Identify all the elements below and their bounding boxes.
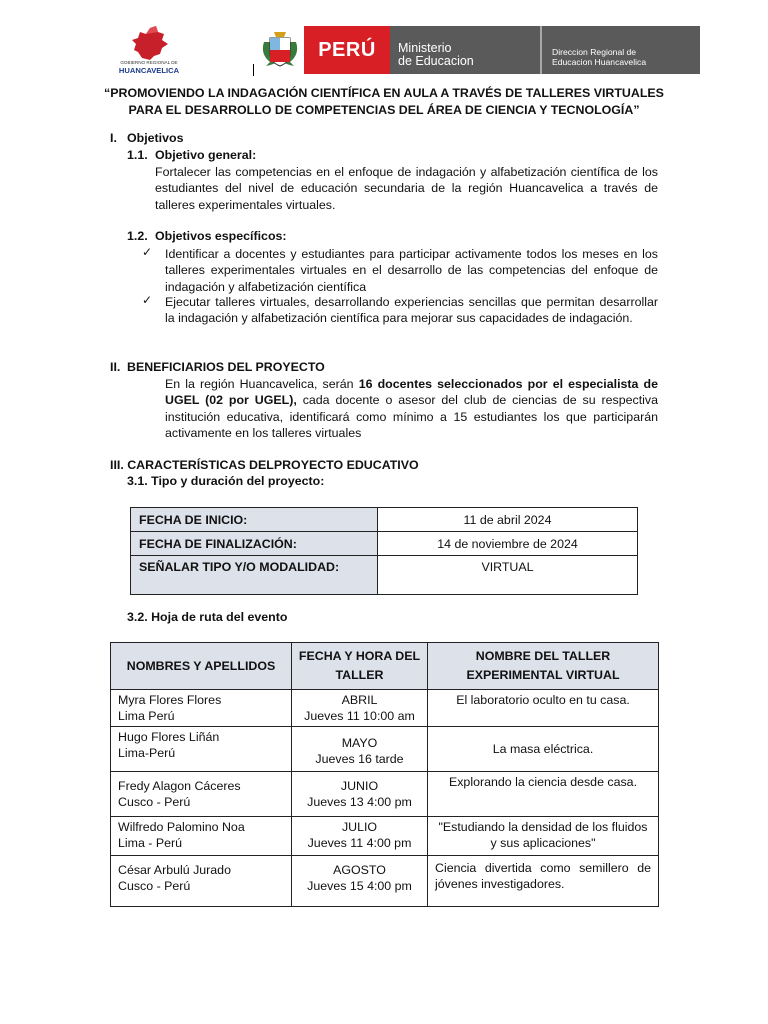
section1-sub1-heading: Objetivo general: bbox=[155, 148, 257, 162]
dre-line2: Educacion Huancavelica bbox=[552, 57, 647, 67]
workshop-cell: Ciencia divertida como semillero de jóvenes investigadores. bbox=[428, 856, 659, 907]
section3-sub2-heading: 3.2. Hoja de ruta del evento bbox=[127, 610, 288, 624]
presenter-name: Fredy Alagon Cáceres bbox=[118, 779, 241, 793]
beneficiarios-text-bold: 16 docentes seleccionados por el especialista de UGEL (02 por UGEL), bbox=[165, 377, 659, 408]
presenter-name: César Arbulú Jurado bbox=[118, 863, 231, 877]
dre-label bbox=[552, 47, 646, 67]
table-row bbox=[111, 690, 659, 727]
workshop-month: JUNIO bbox=[340, 779, 379, 793]
workshop-time: Jueves 11 10:00 am bbox=[304, 709, 415, 723]
table-row bbox=[131, 508, 638, 532]
document-title bbox=[100, 85, 668, 119]
duration-value: 11 de abril 2024 bbox=[378, 508, 638, 532]
table-row bbox=[111, 817, 659, 856]
beneficiarios-text-pre: En la región Huancavelica, serán bbox=[165, 377, 359, 391]
presenter-place: Cusco - Perú bbox=[118, 795, 191, 809]
column-header: NOMBRES Y APELLIDOS bbox=[111, 643, 292, 690]
duration-value: 14 de noviembre de 2024 bbox=[378, 532, 638, 556]
section1-number: I. bbox=[110, 131, 117, 145]
title-line1: “PROMOVIENDO LA INDAGACIÓN CIENTÍFICA EN AULA A TRAVÉS DE TALLERES VIRTUALES bbox=[104, 86, 664, 100]
section1-heading: Objetivos bbox=[127, 131, 184, 145]
table-row bbox=[111, 856, 659, 907]
presenter-cell bbox=[111, 727, 292, 772]
objetivo-especifico-1: Identificar a docentes y estudiantes para participar activamente todos los meses en los talleres experimentales virtuales en el desarrollo de las competencias del enfoque de indagación y alfabetización científica bbox=[165, 247, 658, 294]
section1-sub2-number: 1.2. bbox=[127, 229, 148, 243]
table-row bbox=[131, 532, 638, 556]
date-cell bbox=[292, 727, 428, 772]
presenter-place: Lima - Perú bbox=[118, 836, 183, 850]
presenter-name: Wilfredo Palomino Noa bbox=[118, 820, 245, 834]
beneficiarios-text bbox=[165, 376, 658, 442]
workshop-cell: Explorando la ciencia desde casa. bbox=[428, 772, 659, 817]
section2-number: II. bbox=[110, 360, 121, 374]
section3-heading: III. CARACTERÍSTICAS DELPROYECTO EDUCATIVO bbox=[110, 458, 419, 472]
banner-divider bbox=[540, 26, 542, 74]
beneficiarios-text-post: cada docente o asesor del club de ciencias de su respectiva institución educativa, identificará como mínimo a 15 estudiantes los que participarán activamente en los talleres virtuales bbox=[165, 393, 658, 441]
presenter-cell bbox=[111, 856, 292, 907]
ministerio-line1: Ministerio bbox=[398, 41, 452, 55]
section1-sub2-heading: Objetivos específicos: bbox=[155, 229, 287, 243]
workshop-cell: El laboratorio oculto en tu casa. bbox=[428, 690, 659, 727]
workshop-time: Jueves 13 4:00 pm bbox=[307, 795, 412, 809]
logo-caption: GOBIERNO REGIONAL DE bbox=[120, 60, 178, 65]
section1-sub1-number: 1.1. bbox=[127, 148, 148, 162]
huancavelica-map-icon bbox=[112, 22, 186, 62]
workshop-cell: "Estudiando la densidad de los fluidos y sus aplicaciones" bbox=[428, 817, 659, 856]
presenter-cell bbox=[111, 817, 292, 856]
presenter-name: Myra Flores Flores bbox=[118, 693, 222, 707]
duration-label: FECHA DE INICIO: bbox=[131, 508, 378, 532]
objetivo-general-text: Fortalecer las competencias en el enfoque de indagación y alfabetización científica de los estudiantes del nivel de educación secundaria de la región Huancavelica a través de talleres experimentales virtuales. bbox=[155, 165, 658, 212]
ministerio-line2: de Educacion bbox=[398, 54, 474, 68]
duration-table bbox=[130, 507, 638, 595]
workshop-month: AGOSTO bbox=[333, 863, 386, 877]
text-cursor bbox=[253, 64, 254, 76]
section3-sub1-heading: 3.1. Tipo y duración del proyecto: bbox=[127, 474, 325, 488]
workshop-time: Jueves 11 4:00 pm bbox=[307, 836, 412, 850]
workshop-time: Jueves 16 tarde bbox=[315, 752, 404, 766]
presenter-place: Lima Perú bbox=[118, 709, 175, 723]
workshop-month: ABRIL bbox=[341, 693, 378, 707]
workshop-month: JULIO bbox=[341, 820, 378, 834]
dre-line1: Direccion Regional de bbox=[552, 47, 637, 57]
duration-value: VIRTUAL bbox=[378, 556, 638, 595]
table-row bbox=[111, 772, 659, 817]
route-table bbox=[110, 642, 659, 907]
table-row bbox=[111, 727, 659, 772]
peru-shield-icon bbox=[256, 26, 304, 74]
presenter-cell bbox=[111, 772, 292, 817]
presenter-name: Hugo Flores Liñán bbox=[118, 730, 220, 744]
date-cell bbox=[292, 817, 428, 856]
peru-label: PERÚ bbox=[304, 26, 390, 74]
table-header-row bbox=[111, 643, 659, 690]
workshop-time: Jueves 15 4:00 pm bbox=[307, 879, 412, 893]
table-row bbox=[131, 556, 638, 595]
objetivo-especifico-2: Ejecutar talleres virtuales, desarrollando experiencias sencillas que permitan desarrollar la indagación y alfabetización científica para mejorar sus capacidades de indagación. bbox=[165, 295, 658, 326]
duration-label: FECHA DE FINALIZACIÓN: bbox=[131, 532, 378, 556]
date-cell bbox=[292, 690, 428, 727]
date-cell bbox=[292, 856, 428, 907]
column-header: FECHA Y HORA DEL TALLER bbox=[292, 643, 428, 690]
check-icon: ✓ bbox=[142, 293, 153, 307]
gobierno-regional-logo bbox=[112, 22, 186, 76]
ministerio-label bbox=[398, 42, 474, 68]
duration-label: SEÑALAR TIPO Y/O MODALIDAD: bbox=[131, 556, 378, 595]
logo-region-name: HUANCAVELICA bbox=[118, 66, 180, 75]
workshop-cell: La masa eléctrica. bbox=[428, 727, 659, 772]
date-cell bbox=[292, 772, 428, 817]
workshop-month: MAYO bbox=[341, 736, 378, 750]
check-icon: ✓ bbox=[142, 245, 153, 259]
presenter-place: Lima-Perú bbox=[118, 746, 176, 760]
title-line2: PARA EL DESARROLLO DE COMPETENCIAS DEL ÁREA DE CIENCIA Y TECNOLOGÍA” bbox=[128, 103, 640, 117]
presenter-cell bbox=[111, 690, 292, 727]
presenter-place: Cusco - Perú bbox=[118, 879, 191, 893]
section2-heading: BENEFICIARIOS DEL PROYECTO bbox=[127, 360, 325, 374]
column-header: NOMBRE DEL TALLER EXPERIMENTAL VIRTUAL bbox=[428, 643, 659, 690]
